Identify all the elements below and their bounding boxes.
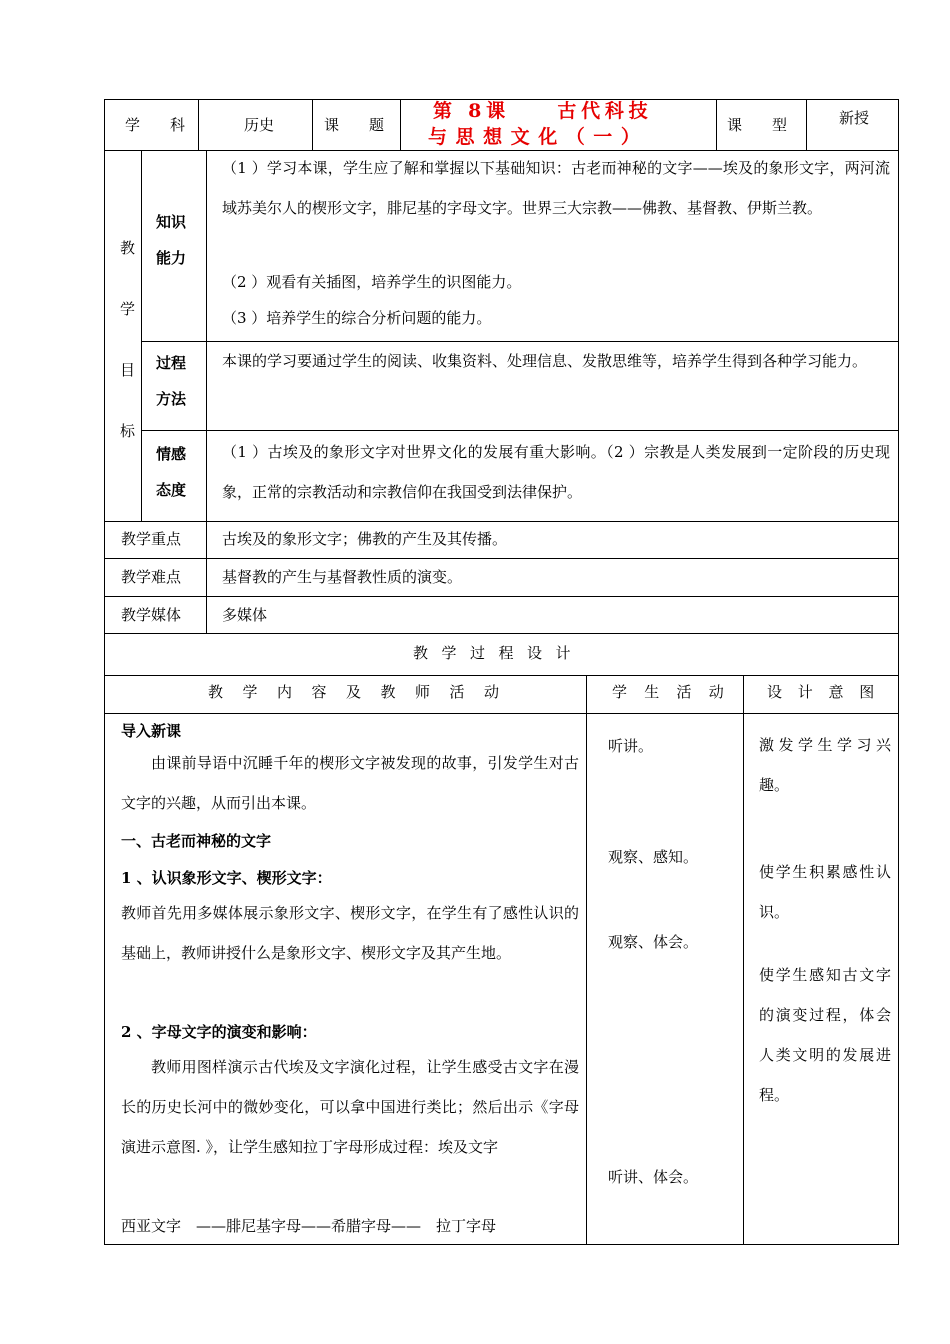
emotion-text: （1 ）古埃及的象形文字对世界文化的发展有重大影响。（2 ）宗教是人类发展到一定阶段的历史现象，正常的宗教活动和宗教信仰在我国受到法律保护。 <box>222 443 890 501</box>
difficulties-value: 基督教的产生与基督教性质的演变。 <box>222 568 463 586</box>
subject-label: 学 科 <box>125 116 186 134</box>
sub1-text: 教师首先用多媒体展示象形文字、楔形文字，在学生有了感性认识的基础上，教师讲授什么是象形文字、楔形文字及其产生地。 <box>121 904 579 962</box>
col-header-student: 学生活动 <box>612 683 742 701</box>
design-intent-3: 使学生感知古文字的演变过程，体会人类文明的发展进程。 <box>759 966 891 1104</box>
process-label-line2: 方法 <box>156 390 187 408</box>
student-activity-3: 观察、体会。 <box>608 933 699 951</box>
knowledge-item-1: （1 ）学习本课，学生应了解和掌握以下基础知识：古老而神秘的文字——埃及的象形文字，两河流域苏美尔人的楔形文字，腓尼基的字母文字。世界三大宗教——佛教、基督教、伊斯兰教。 <box>222 159 890 217</box>
student-activity-1: 听讲。 <box>608 737 654 755</box>
media-label: 教学媒体 <box>121 606 182 624</box>
key-points-label: 教学重点 <box>121 530 182 548</box>
intro-heading: 导入新课 <box>121 722 182 740</box>
knowledge-label-line2: 能力 <box>156 249 187 267</box>
process-label-line1: 过程 <box>156 354 187 372</box>
sub2-last-line: 西亚文字 ——腓尼基字母——希腊字母—— 拉丁字母 <box>121 1217 497 1235</box>
col-header-content: 教学内容及教师活动 <box>208 683 519 701</box>
media-value: 多媒体 <box>222 606 268 624</box>
subject-value: 历史 <box>244 116 275 134</box>
emotion-label-line2: 态度 <box>156 481 187 499</box>
key-points-value: 古埃及的象形文字；佛教的产生及其传播。 <box>222 530 508 548</box>
knowledge-label-line1: 知识 <box>156 213 187 231</box>
knowledge-item-3: （3 ）培养学生的综合分析问题的能力。 <box>222 309 492 327</box>
knowledge-item-2: （2 ）观看有关插图，培养学生的识图能力。 <box>222 273 522 291</box>
design-intent-1: 激发学生学习兴趣。 <box>759 736 891 794</box>
sub2-text: 教师用图样演示古代埃及文字演化过程，让学生感受古文字在漫长的历史长河中的微妙变化，可以拿中国进行类比；然后出示《字母演进示意图. 》，让学生感知拉丁字母形成过程：埃及文字 <box>121 1058 579 1156</box>
process-design-title: 教学过程设计 <box>413 644 585 662</box>
type-label: 课 型 <box>727 116 788 134</box>
sub1-heading: 1 、认识象形文字、楔形文字： <box>121 869 332 887</box>
col-header-intent: 设计意图 <box>767 683 891 701</box>
objectives-label-char-1: 教 <box>120 239 136 257</box>
design-intent-2: 使学生积累感性认识。 <box>759 863 891 921</box>
objectives-label-char-3: 目 <box>120 361 136 379</box>
section1-heading: 一、古老而神秘的文字 <box>121 832 272 850</box>
difficulties-label: 教学难点 <box>121 568 182 586</box>
process-text: 本课的学习要通过学生的阅读、收集资料、处理信息、发散思维等，培养学生得到各种学习能力。 <box>222 352 868 370</box>
sub2-heading: 2 、字母文字的演变和影响： <box>121 1023 317 1041</box>
intro-text: 由课前导语中沉睡千年的楔形文字被发现的故事，引发学生对古文字的兴趣，从而引出本课。 <box>121 754 579 812</box>
type-value: 新授 <box>839 109 870 127</box>
objectives-label-char-2: 学 <box>120 300 136 318</box>
objectives-label-char-4: 标 <box>120 422 136 440</box>
emotion-label-line1: 情感 <box>156 445 187 463</box>
topic-label: 课 题 <box>324 116 385 134</box>
lesson-title-line1: 第 8课 古代科技 <box>433 100 653 122</box>
student-activity-4: 听讲、体会。 <box>608 1168 699 1186</box>
lesson-title-line2: 与思想文化（一） <box>428 126 649 148</box>
student-activity-2: 观察、感知。 <box>608 848 699 866</box>
